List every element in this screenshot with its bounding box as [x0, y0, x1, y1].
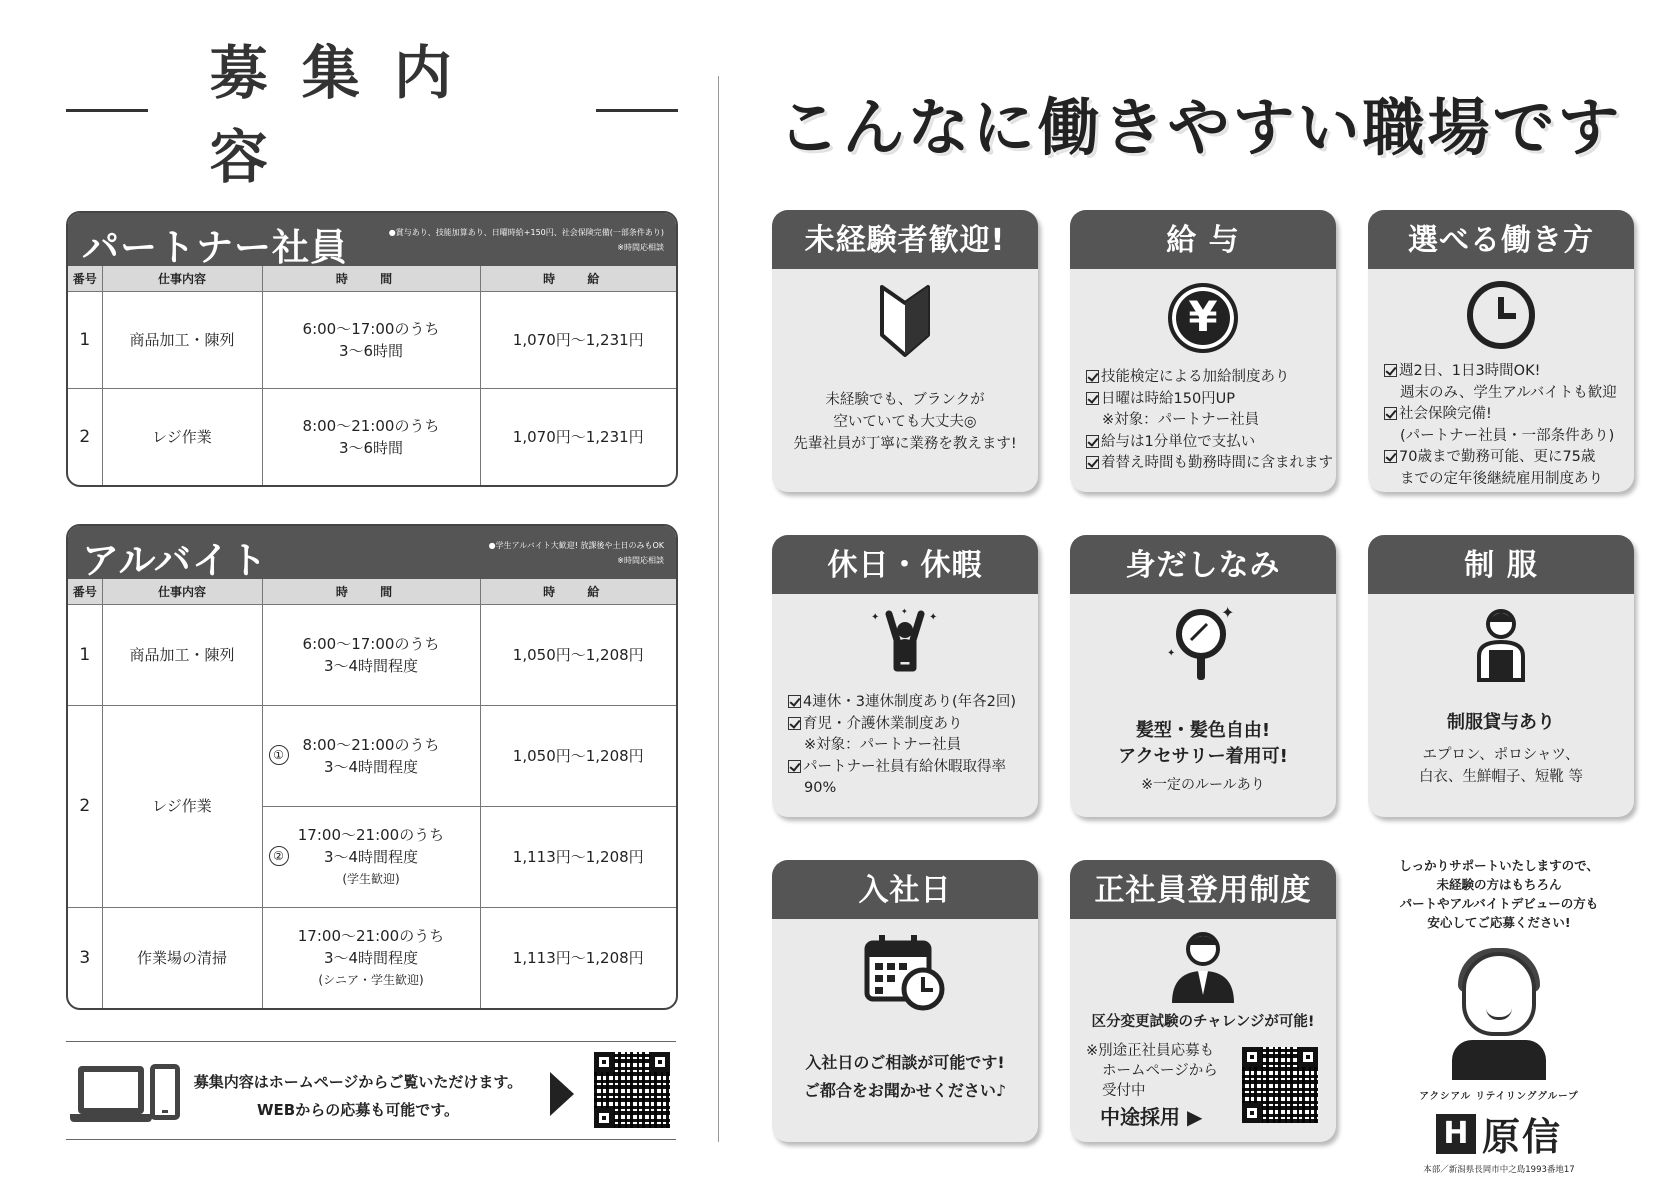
card-subtext [1368, 744, 1634, 788]
smartphone-icon [150, 1064, 180, 1120]
svg-text:✦: ✦ [1221, 604, 1235, 622]
time-hours: 3～4時間程度 [323, 948, 419, 967]
text-line: しっかりサポートいたしますので、 [1399, 858, 1599, 873]
partner-note [389, 225, 664, 255]
logo-mark: H [1436, 1114, 1476, 1154]
company-block [1366, 856, 1632, 1175]
row-time [262, 705, 480, 806]
svg-text:✦: ✦ [1167, 648, 1176, 659]
row-job: 商品加工・陳列 [102, 604, 262, 705]
time-range: 17:00～21:00のうち [297, 825, 445, 844]
arbeit-note-line2: ※時間応相談 [617, 556, 664, 565]
card-list [1384, 361, 1626, 490]
card-body [772, 594, 1038, 817]
row-wage: 1,050円～1,208円 [480, 705, 676, 806]
beginner-mark-icon [878, 283, 932, 359]
row-wage: 1,113円～1,208円 [480, 806, 676, 907]
checkbox-icon [1384, 407, 1397, 420]
hand-mirror-icon [1165, 604, 1241, 686]
card-joindate [772, 860, 1038, 1142]
text-line: 受付中 [1102, 1083, 1146, 1099]
row-job: レジ作業 [102, 705, 262, 907]
item-text: 技能検定による加給制度あり [1101, 369, 1290, 385]
time-range: 8:00～21:00のうち [302, 416, 440, 435]
list-item [788, 692, 1030, 714]
staff-illustration [1444, 952, 1554, 1080]
row-number: 2 [68, 388, 102, 485]
card-salary [1070, 210, 1336, 492]
time-hours: 3～4時間程度 [323, 656, 419, 675]
table-row [68, 604, 676, 705]
text-line: ご都合をお聞かせください♪ [803, 1081, 1007, 1100]
col-job: 仕事内容 [102, 579, 262, 604]
item-text: 給与は1分単位で支払い [1101, 433, 1256, 450]
item-text: 育児・介護休業制度あり [803, 715, 963, 732]
partner-note-line2: ※時間応相談 [617, 243, 664, 252]
mid-career-label[interactable]: 中途採用 [1100, 1105, 1180, 1129]
card-body [1070, 594, 1336, 817]
item-text: 日曜は時給150円UP [1101, 390, 1236, 407]
qr-finder [650, 1052, 670, 1072]
checkbox-icon [1086, 392, 1099, 405]
web-line2: WEBからの応募も可能です。 [256, 1101, 460, 1119]
text-line: アクセサリー着用可! [1118, 746, 1288, 767]
card-body [1368, 269, 1634, 492]
checkbox-icon [1384, 364, 1397, 377]
row-wage: 1,070円～1,231円 [480, 291, 676, 388]
card-list [1086, 367, 1333, 475]
arbeit-note [489, 538, 664, 568]
item-text: 社会保険完備! [1399, 406, 1492, 422]
col-wage: 時 給 [480, 266, 676, 291]
text-line: 入社日のご相談が可能です! [805, 1053, 1005, 1072]
card-text: 区分変更試験のチャレンジが可能! [1091, 1014, 1315, 1030]
row-job: レジ作業 [102, 388, 262, 485]
row-job: 作業場の清掃 [102, 907, 262, 1008]
group-name: アクシアル リテイリンググループ [1419, 1091, 1579, 1102]
clock-icon [1467, 281, 1535, 349]
card-inexperienced [772, 210, 1038, 492]
recruitment-title-text: 募集内容 [209, 39, 486, 191]
text-line: 未経験の方はもちろん [1436, 877, 1562, 892]
fulltime-note [1086, 1041, 1218, 1127]
item-text: 着替え時間も勤務時間に含まれます [1101, 455, 1333, 471]
card-title: 選べる働き方 [1368, 210, 1634, 269]
recruitment-section [66, 39, 678, 1010]
item-text: 週2日、1日3時間OK! [1399, 363, 1541, 379]
time-hours: 3～6時間 [338, 438, 404, 457]
row-number: 1 [68, 604, 102, 705]
qr-finder [1242, 1103, 1262, 1123]
checkbox-icon [1086, 435, 1099, 448]
card-grooming [1070, 535, 1336, 817]
card-title: 入社日 [772, 860, 1038, 919]
play-arrow-icon: ▶ [1186, 1105, 1203, 1129]
card-text [772, 1049, 1038, 1105]
svg-text:✦: ✦ [871, 612, 880, 623]
row-time [262, 291, 480, 388]
text-line: パートやアルバイトデビューの方も [1399, 896, 1599, 911]
time-note: (学生歓迎) [342, 871, 400, 886]
uniform-staff-icon [1471, 604, 1531, 682]
card-holiday [772, 535, 1038, 817]
list-item [788, 714, 1030, 736]
checkbox-icon [788, 760, 801, 773]
list-item [1086, 453, 1333, 475]
qr-code[interactable] [594, 1052, 670, 1128]
text-line: 空いていても大丈夫◎ [833, 414, 977, 430]
card-note: ※一定のルールあり [1141, 777, 1265, 793]
svg-text:✦: ✦ [929, 612, 938, 623]
web-apply-box [66, 1041, 676, 1140]
card-title: 給 与 [1070, 210, 1336, 269]
web-apply-message [188, 1068, 528, 1124]
row-time [262, 806, 480, 907]
list-item [1086, 432, 1328, 454]
checkbox-icon [1384, 450, 1397, 463]
list-item [1384, 361, 1626, 383]
time-range: 6:00～17:00のうち [302, 319, 440, 338]
text-line: 未経験でも、ブランクが [825, 392, 985, 408]
table-row [68, 705, 676, 806]
card-body [1070, 919, 1336, 1142]
partner-table-header [68, 213, 676, 269]
checkbox-icon [1086, 370, 1099, 383]
list-item [1384, 447, 1626, 469]
company-address: 本部／新潟県長岡市中之島1993番地17 [1423, 1165, 1575, 1175]
time-hours: 3～4時間程度 [323, 847, 419, 866]
partner-title: パートナー社員 [82, 226, 348, 269]
col-wage: 時 給 [480, 579, 676, 604]
card-title: 正社員登用制度 [1070, 860, 1336, 919]
card-body [772, 269, 1038, 492]
businessman-icon [1168, 929, 1238, 1005]
card-fulltime [1070, 860, 1336, 1142]
row-wage: 1,070円～1,231円 [480, 388, 676, 485]
row-number: 2 [68, 705, 102, 907]
mid-career-link[interactable] [1086, 1107, 1218, 1127]
time-hours: 3～4時間程度 [323, 757, 419, 776]
text-line: 先輩社員が丁寧に業務を教えます! [793, 436, 1017, 452]
card-body [1368, 594, 1634, 817]
col-time: 時 間 [262, 266, 480, 291]
arbeit-title: アルバイト [82, 539, 268, 582]
partner-note-line1: ●賞与あり、技能加算あり、日曜時給+150円、社会保険完備(一部条件あり) [388, 228, 664, 237]
col-time: 時 間 [262, 579, 480, 604]
recruitment-title [66, 39, 678, 191]
partner-table [66, 211, 678, 487]
card-text: 制服貸与あり [1447, 712, 1555, 733]
table-row [68, 907, 676, 1008]
item-text: パートナー社員有給休暇取得率 [803, 758, 1006, 775]
time-note: (シニア・学生歓迎) [318, 972, 424, 987]
col-number: 番号 [68, 579, 102, 604]
shift-mark: ① [269, 745, 289, 765]
list-note: 週末のみ、学生アルバイトも歓迎 [1400, 384, 1617, 401]
card-title: 制 服 [1368, 535, 1634, 594]
row-job: 商品加工・陳列 [102, 291, 262, 388]
table-row [68, 388, 676, 485]
table-row [68, 291, 676, 388]
company-logo [1366, 1106, 1632, 1161]
card-title: 休日・休暇 [772, 535, 1038, 594]
row-time [262, 604, 480, 705]
row-wage: 1,050円～1,208円 [480, 604, 676, 705]
arbeit-table [66, 524, 678, 1010]
svg-text:✦: ✦ [901, 607, 908, 616]
laptop-icon [78, 1066, 144, 1114]
item-text: 70歳まで勤務可能、更に75歳 [1399, 449, 1596, 465]
title-dash-left [66, 109, 148, 112]
card-list [788, 692, 1030, 800]
list-note: (パートナー社員・一部条件あり) [1400, 427, 1615, 444]
column-divider [718, 76, 719, 1142]
text-line: 白衣、生鮮帽子、短靴 等 [1418, 769, 1584, 785]
col-job: 仕事内容 [102, 266, 262, 291]
partner-grid [68, 266, 676, 485]
company-name: 原信 [1481, 1115, 1562, 1159]
arbeit-table-header [68, 526, 676, 582]
qr-finder [1298, 1047, 1318, 1067]
cheering-person-icon [867, 606, 943, 682]
checkbox-icon [1086, 456, 1099, 469]
calendar-clock-icon [863, 933, 947, 1013]
text-line: 髪型・髪色自由! [1135, 720, 1271, 741]
row-time [262, 388, 480, 485]
card-text [772, 389, 1038, 455]
card-title: 未経験者歓迎! [772, 210, 1038, 269]
row-time [262, 907, 480, 1008]
card-body [1070, 269, 1336, 492]
arrow-right-icon [550, 1072, 574, 1116]
arbeit-grid [68, 579, 676, 1008]
list-note: ※対象：パートナー社員 [1102, 412, 1260, 428]
support-message [1366, 856, 1632, 932]
list-note: ※対象：パートナー社員 [804, 737, 962, 753]
col-number: 番号 [68, 266, 102, 291]
list-item [1086, 389, 1328, 411]
workplace-title: こんなに働きやすい職場です [777, 91, 1623, 164]
title-dash-right [596, 109, 678, 112]
qr-finder [1242, 1047, 1262, 1067]
time-range: 6:00～17:00のうち [302, 634, 440, 653]
web-line1: 募集内容はホームページからご覧いただけます。 [193, 1073, 523, 1091]
time-range: 17:00～21:00のうち [297, 926, 445, 945]
text-line: ホームページから [1102, 1063, 1218, 1079]
list-note: までの定年後継続雇用制度あり [1400, 470, 1603, 487]
checkbox-icon [788, 695, 801, 708]
card-text [1070, 718, 1336, 770]
list-item [1384, 404, 1626, 426]
row-wage: 1,113円～1,208円 [480, 907, 676, 1008]
checkbox-icon [788, 717, 801, 730]
list-item [788, 757, 1030, 779]
list-note: 90% [804, 780, 837, 796]
qr-finder [594, 1052, 614, 1072]
row-number: 3 [68, 907, 102, 1008]
text-line: ※別途正社員応募も [1086, 1043, 1215, 1059]
yen-coin-icon: ¥ [1168, 283, 1238, 353]
row-number: 1 [68, 291, 102, 388]
item-text: 4連休・3連休制度あり(年各2回) [803, 694, 1016, 710]
head [1462, 952, 1536, 1036]
card-uniform [1368, 535, 1634, 817]
qr-code[interactable] [1242, 1047, 1318, 1123]
card-title: 身だしなみ [1070, 535, 1336, 594]
text-line: エプロン、ポロシャツ、 [1422, 747, 1580, 763]
time-hours: 3～6時間 [338, 341, 404, 360]
qr-finder [594, 1108, 614, 1128]
card-workstyle [1368, 210, 1634, 492]
list-item [1086, 367, 1328, 389]
apron [1452, 1040, 1546, 1080]
text-line: 安心してご応募ください! [1427, 915, 1571, 930]
arbeit-note-line1: ●学生アルバイト大歓迎! 放課後や土日のみもOK [488, 541, 664, 550]
shift-mark: ② [269, 846, 289, 866]
card-body [772, 919, 1038, 1142]
time-range: 8:00～21:00のうち [302, 735, 440, 754]
